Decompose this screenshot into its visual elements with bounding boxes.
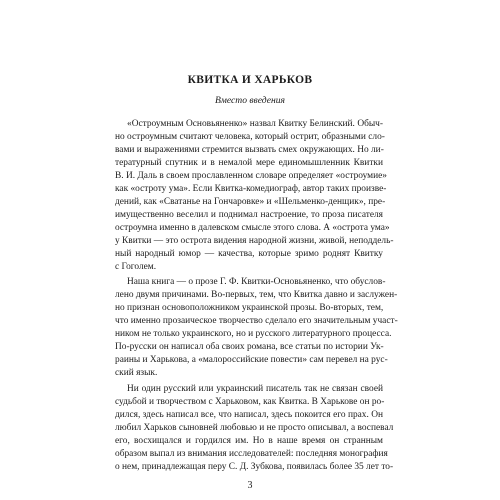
text-line: дился, здесь написал все, что написал, здесь покоится его прах. Он xyxy=(115,410,383,420)
text-line: с Гоголем. xyxy=(115,262,157,272)
page-number: 3 xyxy=(247,480,253,491)
text-line: ский язык. xyxy=(115,368,158,378)
chapter-subtitle: Вместо введения xyxy=(215,95,285,106)
text-line: дений, как «Сватанье на Гончаровке» и «Шельменко-денщик», пре- xyxy=(115,197,386,207)
chapter-title: КВИТКА И ХАРЬКОВ xyxy=(187,74,313,86)
text-line: ником не только украинского, но и русского литературного процесса. xyxy=(115,329,392,339)
text-line: как «остроту ума». Если Квитка-комедиограф, автор таких произве- xyxy=(115,184,387,194)
text-line: вами и выражениями стремится вызвать смех окружающих. Но ли- xyxy=(115,145,384,155)
text-line: но остроумным считают человека, который острит, образными сло- xyxy=(115,132,385,142)
text-line: По-русски он написал оба своих романа, все статьи по истории Ук- xyxy=(115,342,384,352)
text-line: но признан основоположником украинской прозы. Во-вторых, тем, xyxy=(115,303,384,313)
text-line: что именно прозаическое творчество сделало его значительным участ- xyxy=(115,316,398,326)
text-line: у Квитки — это острота видения народной жизни, живой, неподдель- xyxy=(115,236,394,246)
text-line: Ни один русский или украинский писатель так не связан своей xyxy=(127,384,383,394)
text-line: образом выпал из внимания исследователей: последняя монография xyxy=(115,449,388,459)
text-line: тературный спутник и в немалой мере единомышленник Квитки xyxy=(115,158,383,168)
text-line: любил Харьков сыновней любовью и не просто описывал, а воспевал xyxy=(115,423,394,433)
text-line: остроумна именно в далевском смысле этого слова. А «острота ума» xyxy=(115,223,390,233)
text-line: «Остроумным Основьяненко» назвал Квитку Белинский. Обыч- xyxy=(127,119,383,129)
text-line: ный народный юмор — качества, которые зримо роднят Квитку xyxy=(115,249,383,259)
text-line: раины и Харькова, а «малороссийские повести» сам перевел на рус- xyxy=(115,355,388,365)
text-line: лено двумя причинами. Во-первых, тем, что Квитка давно и заслужен- xyxy=(115,290,398,300)
text-line: о нем, принадлежащая перу С. Д. Зубкова, появилась более 35 лет то- xyxy=(115,462,394,472)
text-line: имущественно веселил и поднимал настроение, то проза писателя xyxy=(115,210,383,220)
text-line: Наша книга — о прозе Г. Ф. Квитки-Основьяненко, что обуслов- xyxy=(127,277,386,287)
text-line: В. И. Даль в своем прославленном словаре определяет «остроумие» xyxy=(115,171,387,181)
text-line: судьбой и творчеством с Харьковом, как Квитка. В Харькове он ро- xyxy=(115,397,385,407)
text-line: его, восхищался и гордился им. Но в наше время он странным xyxy=(115,436,383,446)
